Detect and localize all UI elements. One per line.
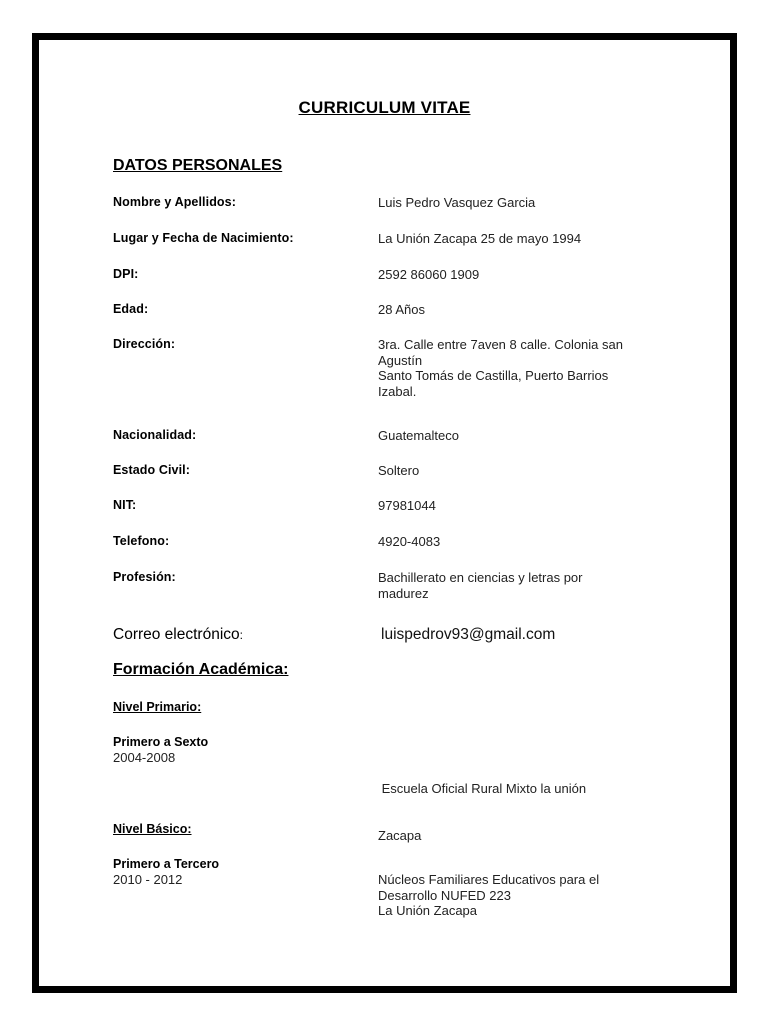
basic-years: 2010 - 2012 [113,872,183,887]
address-line: Izabal. [378,383,417,399]
profession-label: Profesión: [113,570,176,584]
profession-line: madurez [378,585,429,601]
primary-level-heading: Nivel Primario: [113,700,202,714]
age-value: 28 Años [378,302,425,317]
basic-school [378,872,678,919]
name-value: Luis Pedro Vasquez Garcia [378,195,536,210]
primary-course: Primero a Sexto [113,735,209,749]
email-label-text: Correo electrónico [113,626,240,643]
phone-label: Telefono: [113,534,170,548]
basic-course: Primero a Tercero [113,857,220,871]
email-value: luispedrov93@gmail.com [381,626,556,643]
birth-value: La Unión Zacapa 25 de mayo 1994 [378,231,582,246]
basic-level-heading: Nivel Básico: [113,822,192,836]
section-heading-education: Formación Académica: [113,661,289,678]
address-line: Agustín [378,352,423,368]
basic-school-line: La Unión Zacapa [378,903,478,918]
profession-value [378,570,678,601]
name-label: Nombre y Apellidos: [113,195,236,209]
address-label: Dirección: [113,337,176,351]
primary-years: 2004-2008 [113,750,176,765]
address-line: 3ra. Calle entre 7aven 8 calle. Colonia san [378,337,623,352]
basic-school-line: Desarrollo NUFED 223 [378,887,511,903]
section-heading-personal: DATOS PERSONALES [113,157,283,174]
nit-label: NIT: [113,498,137,512]
phone-value: 4920-4083 [378,534,441,549]
birth-label: Lugar y Fecha de Nacimiento: [113,231,294,245]
email-label [113,626,243,644]
address-line: Santo Tomás de Castilla, Puerto Barrios [378,368,609,383]
profession-line: Bachillerato en ciencias y letras por [378,570,583,585]
address-value [378,337,678,399]
age-label: Edad: [113,302,149,316]
civil-status-value: Soltero [378,463,420,478]
email-label-colon: : [239,628,243,642]
nationality-value: Guatemalteco [378,428,459,443]
basic-school-line: Núcleos Familiares Educativos para el [378,872,600,887]
primary-school-line: Escuela Oficial Rural Mixto la unión [378,781,587,796]
nationality-label: Nacionalidad: [113,428,197,442]
document-page [32,33,737,993]
primary-school [378,750,678,874]
civil-status-label: Estado Civil: [113,463,191,477]
primary-school-line: Zacapa [378,827,422,843]
document-title: CURRICULUM VITAE [298,98,471,117]
dpi-value: 2592 86060 1909 [378,267,480,282]
dpi-label: DPI: [113,267,139,281]
nit-value: 97981044 [378,498,436,513]
